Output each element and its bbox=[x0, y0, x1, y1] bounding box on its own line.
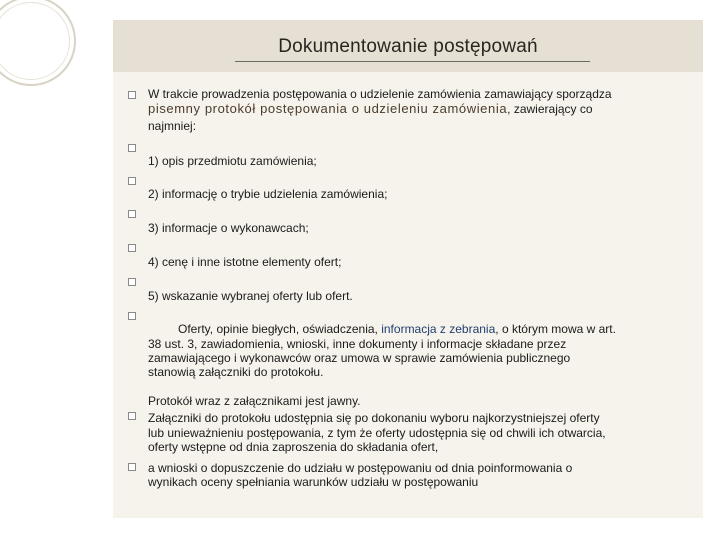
requests-line-1: a wnioski o dopuszczenie do udziału w postępowaniu od dnia poinformowania o bbox=[148, 461, 573, 475]
disclosure-line-3: oferty wstępne od dnia zaproszenia do składania ofert, bbox=[148, 440, 439, 454]
public-note: Protokół wraz z załącznikami jest jawny. bbox=[148, 394, 361, 408]
attachments-line-3: zamawiającego i wykonawców oraz umowa w sprawie zamówienia publicznego bbox=[148, 351, 571, 365]
bullet-checkbox-icon bbox=[128, 144, 136, 152]
page-title: Dokumentowanie postępowań bbox=[278, 36, 538, 57]
list-item-5: 5) wskazanie wybranej oferty lub ofert. bbox=[148, 289, 353, 303]
intro-line-1: W trakcie prowadzenia postępowania o udzielenie zamówienia zamawiający sporządza bbox=[148, 87, 612, 101]
disclosure-line-2: lub unieważnieniu postępowania, z tym że oferty udostępnia się od chwili ich otwarcia, bbox=[148, 426, 606, 440]
list-item-3: 3) informacje o wykonawcach; bbox=[148, 221, 309, 235]
bullet-checkbox-icon bbox=[128, 91, 136, 99]
attachments-text-b: , o którym mowa w art. bbox=[495, 322, 616, 336]
bullet-checkbox-icon bbox=[128, 177, 136, 185]
bullet-checkbox-icon bbox=[128, 312, 136, 320]
intro-line-2 bbox=[148, 102, 593, 116]
title-underline bbox=[235, 61, 590, 62]
meeting-info-link: informacja z zebrania bbox=[381, 322, 496, 336]
attachments-line-1 bbox=[178, 322, 616, 336]
requests-line-2: wynikach oceny spełniania warunków udziału w postępowaniu bbox=[148, 475, 479, 489]
intro-line-2-rest: , zawierający co bbox=[507, 102, 593, 116]
list-item-4: 4) cenę i inne istotne elementy ofert; bbox=[148, 255, 342, 269]
bullet-checkbox-icon bbox=[128, 244, 136, 252]
bullet-checkbox-icon bbox=[128, 210, 136, 218]
protocol-phrase: pisemny protokół postępowania o udzieleniu zamówienia bbox=[148, 101, 508, 116]
bullet-checkbox-icon bbox=[128, 463, 136, 471]
attachments-line-4: stanowią załączniki do protokołu. bbox=[148, 365, 324, 379]
bullet-checkbox-icon bbox=[128, 412, 136, 420]
disclosure-line-1: Załączniki do protokołu udostępnia się po dokonaniu wyboru najkorzystniejszej oferty bbox=[148, 411, 600, 425]
attachments-text-a: Oferty, opinie biegłych, oświadczenia, bbox=[178, 322, 382, 336]
intro-line-3: najmniej: bbox=[148, 119, 197, 133]
list-item-2: 2) informację o trybie udzielenia zamówienia; bbox=[148, 187, 388, 201]
bullet-checkbox-icon bbox=[128, 278, 136, 286]
list-item-1: 1) opis przedmiotu zamówienia; bbox=[148, 154, 317, 168]
attachments-line-2: 38 ust. 3, zawiadomienia, wnioski, inne dokumenty i informacje składane przez bbox=[148, 337, 567, 351]
